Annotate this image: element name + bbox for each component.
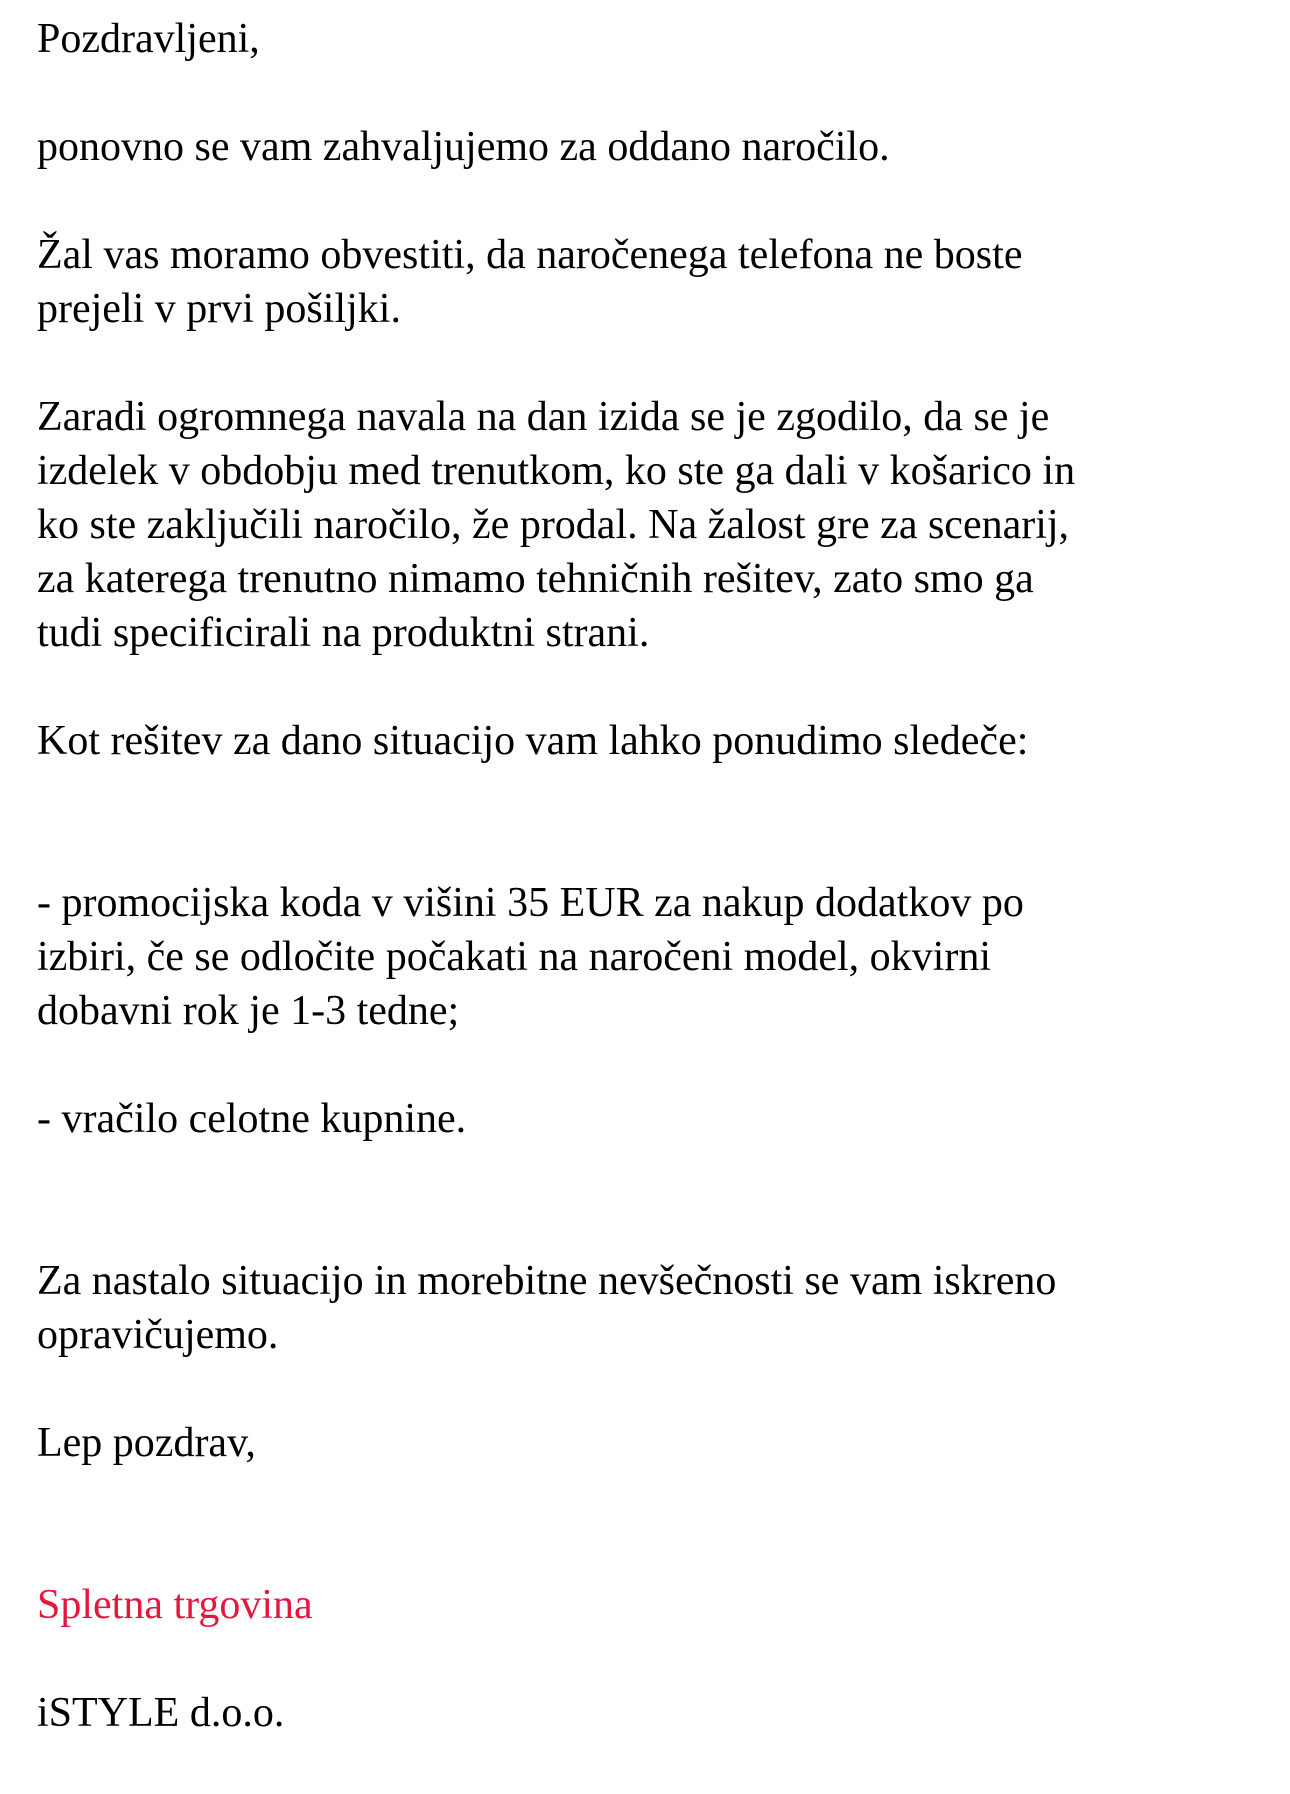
signature-store-name: Spletna trgovina	[37, 1582, 313, 1628]
apology-paragraph: Za nastalo situacijo in morebitne nevšečnosti se vam iskreno opravičujemo.	[37, 1258, 1057, 1358]
greeting: Pozdravljeni,	[37, 16, 260, 62]
closing: Lep pozdrav,	[37, 1420, 256, 1466]
offer-options-list	[37, 822, 1267, 1200]
email-body	[37, 12, 1267, 1794]
signature-company-name: iSTYLE d.o.o.	[37, 1690, 285, 1736]
signature	[37, 1524, 1267, 1794]
offer-intro: Kot rešitev za dano situacijo vam lahko ponudimo sledeče:	[37, 718, 1029, 764]
offer-option-promo-code: - promocijska koda v višini 35 EUR za nakup dodatkov po izbiri, če se odločite počakati na naročeni model, okvirni dobavni rok je 1-3 tedne;	[37, 880, 1024, 1034]
explanation-paragraph: Zaradi ogromnega navala na dan izida se je zgodilo, da se je izdelek v obdobju med trenutkom, ko ste ga dali v košarico in ko ste zaključili naročilo, že prodal. Na žalost gre za scenarij, za katerega trenutno nimamo tehničnih rešitev, zato smo ga tudi specificirali na produktni strani.	[37, 394, 1076, 656]
thanks-paragraph: ponovno se vam zahvaljujemo za oddano naročilo.	[37, 124, 890, 170]
notice-paragraph: Žal vas moramo obvestiti, da naročenega telefona ne boste prejeli v prvi pošiljki.	[37, 232, 1023, 332]
offer-option-refund: - vračilo celotne kupnine.	[37, 1096, 467, 1142]
